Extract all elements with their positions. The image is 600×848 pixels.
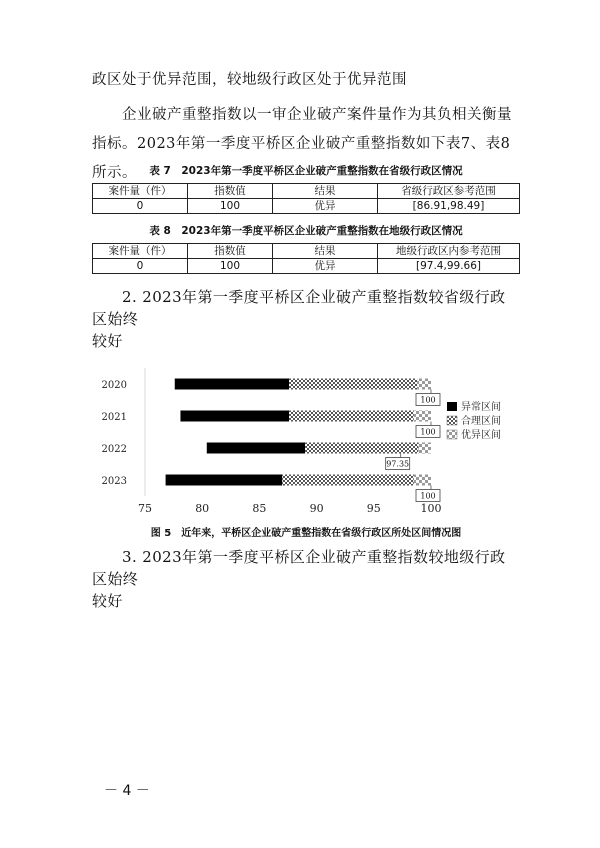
table-header-cell: 省级行政区参考范围 [378,184,520,199]
table8 [92,243,520,274]
legend-label: 合理区间 [461,416,501,427]
bar-excellent [414,411,431,422]
table-cell: 优异 [273,259,378,274]
x-tick-label: 95 [366,502,381,515]
paragraph-continuation: 政区处于优异范围，较地级行政区处于优异范围 [92,72,407,88]
annotation-label: 100 [420,491,436,501]
table-header-cell: 指数值 [188,184,273,199]
table7 [92,183,520,214]
legend-label: 优异区间 [461,430,501,441]
table-header-cell: 结果 [273,184,378,199]
figure-caption: 图 5 近年来，平桥区企业破产重整指数在省级行政区所处区间情况图 [150,528,462,539]
legend-swatch [447,416,457,425]
table-header-row [93,244,520,259]
legend-swatch [447,430,457,439]
bar-reasonable [305,443,418,454]
y-tick-label: 2023 [101,476,127,487]
table-cell: 0 [93,199,188,214]
table-cell: 优异 [273,199,378,214]
table-header-cell: 指数值 [188,244,273,259]
bar-excellent [417,379,431,390]
y-tick-label: 2021 [101,412,127,423]
bar-abnormal [180,411,289,422]
annotation-label: 100 [420,395,436,405]
interval-chart [95,360,525,520]
heading-line: 较好 [92,592,123,610]
paragraph-intro: 企业破产重整指数以一审企业破产案件量作为其负相关衡量指标。2023年第一季度平桥区企业破产重整指数如下表7、表8所示。 [92,107,512,181]
bar-excellent [414,475,431,486]
legend-label: 异常区间 [461,402,501,413]
legend-swatch [447,402,457,411]
table-header-cell: 地级行政区内参考范围 [378,244,520,259]
table-cell: [97.4,99.66] [378,259,520,274]
section-heading-2 [92,286,520,352]
bar-reasonable [282,475,414,486]
table-row [93,199,520,214]
annotation-label: 100 [420,427,436,437]
table-cell: 100 [188,199,273,214]
table-header-row [93,184,520,199]
section-heading-3 [92,546,520,612]
bar-abnormal [207,443,305,454]
y-tick-label: 2020 [101,380,127,391]
table-row [93,259,520,274]
x-tick-label: 100 [420,502,442,515]
table-cell: 100 [188,259,273,274]
bar-reasonable [289,411,414,422]
x-tick-label: 90 [309,502,324,515]
table-header-cell: 结果 [273,244,378,259]
bar-reasonable [289,379,417,390]
annotation-label: 97.35 [386,459,410,469]
bar-abnormal [166,475,283,486]
heading-line: 较好 [92,332,123,350]
table8-caption: 表 8 2023年第一季度平桥区企业破产重整指数在地级行政区情况 [149,225,463,237]
x-tick-label: 80 [195,502,210,515]
table-cell: 0 [93,259,188,274]
heading-line: 3. 2023年第一季度平桥区企业破产重整指数较地级行政区始终 [92,548,506,588]
table-header-cell: 案件量（件） [93,184,188,199]
x-tick-label: 75 [138,502,152,515]
bar-abnormal [175,379,289,390]
table-header-cell: 案件量（件） [93,244,188,259]
page-number: － 4 － [104,783,150,799]
y-tick-label: 2022 [101,444,127,455]
table7-caption: 表 7 2023年第一季度平桥区企业破产重整指数在省级行政区情况 [149,165,463,177]
heading-line: 2. 2023年第一季度平桥区企业破产重整指数较省级行政区始终 [92,288,506,328]
table-cell: [86.91,98.49] [378,199,520,214]
x-tick-label: 85 [252,502,267,515]
bar-excellent [418,443,431,454]
